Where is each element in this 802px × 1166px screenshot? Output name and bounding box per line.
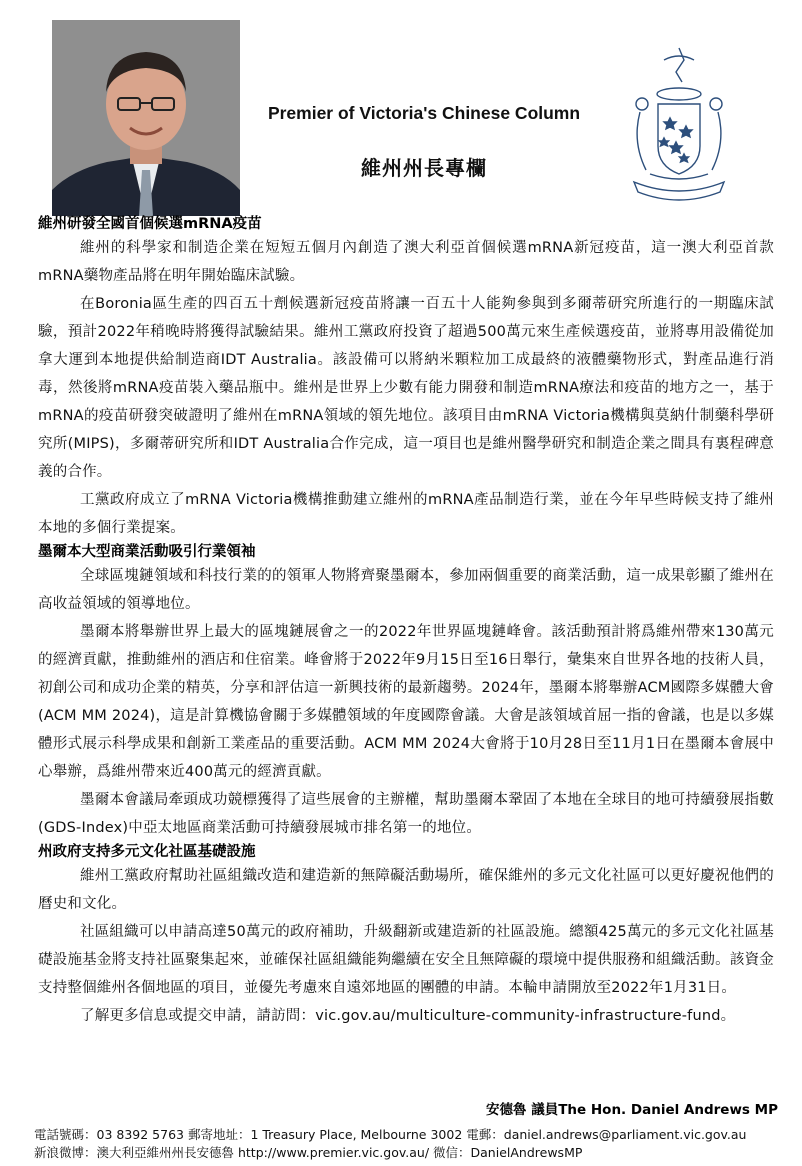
section-heading-mrna-vaccine: 維州研發全國首個候選mRNA疫苗 [38, 216, 262, 232]
footer-contact-line: 電話號碼：03 8392 5763 郵寄地址：1 Treasury Place, Melbourne 3002 電郵：daniel.andrews@parliament.vic.gov.au [34, 1127, 747, 1142]
article-body [38, 214, 774, 1030]
section-3-paragraph-3: 了解更多信息或提交申請，請訪問：vic.gov.au/multiculture-community-infrastructure-fund。 [80, 1008, 736, 1024]
column-title-chinese: 維州州長專欄 [361, 156, 487, 180]
author-signature: 安德魯 議員The Hon. Daniel Andrews MP [486, 1102, 778, 1118]
portrait-illustration [52, 20, 240, 216]
section-2-paragraph-2: 墨爾本將舉辦世界上最大的區塊鏈展會之一的2022年世界區塊鏈峰會。該活動預計將爲維州帶來130萬元的經濟貢獻，推動維州的酒店和住宿業。峰會將于2022年9月15日至16日舉行，彙集來自世界各地的技術人員，初創公司和成功企業的精英，分享和評估這一新興技術的最新趨勢。2024年，墨爾本將舉辦ACM國際多媒體大會(ACM MM 2024)，這是計算機協會關于多媒體領域的年度國際會議。大會是該領域首屈一指的會議，也是以多媒體形式展示科學成果和創新工業產品的重要活動。ACM MM 2024大會將于10月28日至11月1日在墨爾本會展中心舉辦，爲維州帶來近400萬元的經濟貢獻。 [38, 624, 774, 780]
section-3-paragraph-2: 社區組織可以申請高達50萬元的政府補助，升級翻新或建造新的社區設施。總額425萬元的多元文化社區基礎設施基金將支持社區聚集起來，並確保社區組織能夠繼續在安全且無障礙的環境中提供服務和組織活動。該資金支持整個維州各個地區的項目，並優先考慮來自遠郊地區的團體的申請。本輪申請開放至2022年1月31日。 [38, 924, 774, 996]
section-3-paragraph-1: 維州工黨政府幫助社區組織改造和建造新的無障礙活動場所，確保維州的多元文化社區可以更好慶祝他們的曆史和文化。 [38, 868, 774, 912]
section-2-paragraph-1: 全球區塊鏈領域和科技行業的的領軍人物將齊聚墨爾本，參加兩個重要的商業活動，這一成果彰顯了維州在高收益領域的領導地位。 [38, 568, 774, 612]
victoria-coat-of-arms-icon [620, 42, 738, 204]
section-1-paragraph-1: 維州的科學家和制造企業在短短五個月內創造了澳大利亞首個候選mRNA新冠疫苗，這一澳大利亞首款mRNA藥物產品將在明年開始臨床試驗。 [38, 240, 774, 284]
section-1-paragraph-2: 在Boronia區生產的四百五十劑候選新冠疫苗將讓一百五十人能夠參與到多爾蒂研究所進行的一期臨床試驗，預計2022年稍晚時將獲得試驗結果。維州工黨政府投資了超過500萬元來生產候選疫苗，並將專用設備從加拿大運到本地提供給制造商IDT Australia。該設備可以將納米顆粒加工成最終的液體藥物形式，對產品進行消毒，然後將mRNA疫苗裝入藥品瓶中。維州是世界上少數有能力開發和制造mRNA療法和疫苗的地方之一，基于mRNA的疫苗研發突破證明了維州在mRNA領域的領先地位。該項目由mRNA Victoria機構與莫納什制藥科學研究所(MIPS)，多爾蒂研究所和IDT Australia合作完成，這一項目也是維州醫學研究和制造企業之間具有裏程碑意義的合作。 [38, 296, 774, 480]
section-1-paragraph-3: 工黨政府成立了mRNA Victoria機構推動建立維州的mRNA產品制造行業，並在今年早些時候支持了維州本地的多個行業提案。 [38, 492, 774, 536]
section-heading-community-infrastructure: 州政府支持多元文化社區基礎設施 [38, 844, 256, 860]
column-title-english: Premier of Victoria's Chinese Column [267, 103, 581, 123]
footer-social-line: 新浪微博：澳大利亞維州州長安德魯 http://www.premier.vic.gov.au/ 微信：DanielAndrewsMP [34, 1145, 583, 1160]
portrait-photo [52, 20, 240, 216]
section-heading-business-events: 墨爾本大型商業活動吸引行業領袖 [38, 544, 256, 560]
section-2-paragraph-3: 墨爾本會議局牽頭成功競標獲得了這些展會的主辦權，幫助墨爾本鞏固了本地在全球目的地可持續發展指數(GDS-Index)中亞太地區商業活動可持續發展城市排名第一的地位。 [38, 792, 774, 836]
contact-footer [34, 1126, 794, 1162]
